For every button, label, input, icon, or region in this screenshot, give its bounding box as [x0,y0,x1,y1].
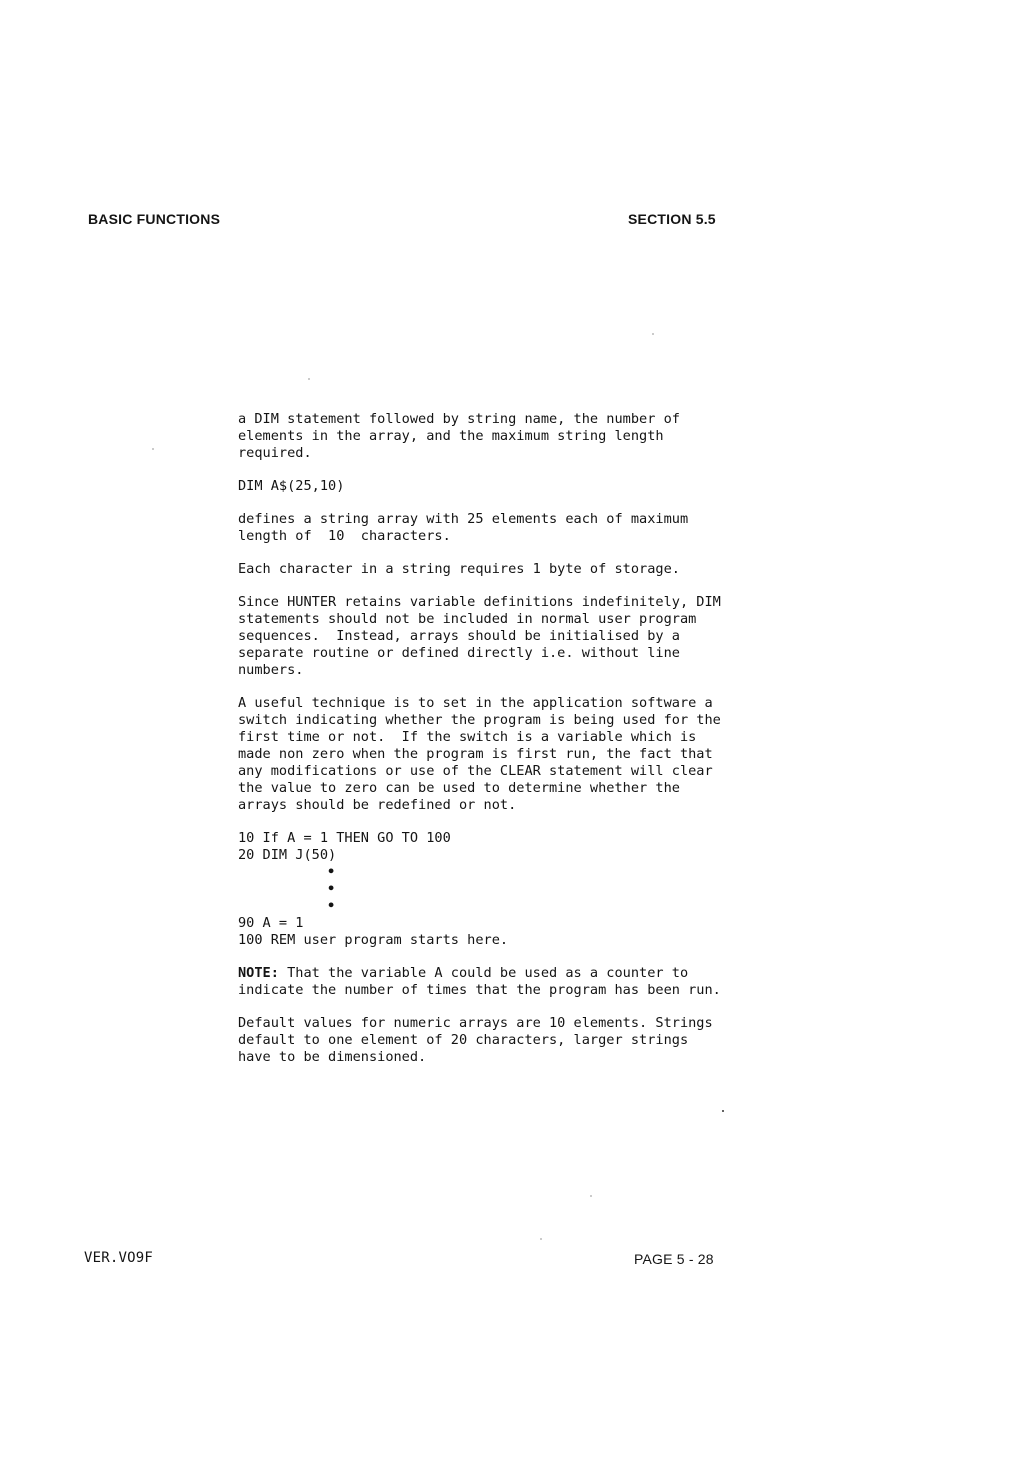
paragraph-string-array: defines a string array with 25 elements each of maximum length of 10 characters. [238,511,689,544]
dot-icon: • [327,898,336,914]
section-number: SECTION 5.5 [628,211,716,227]
paragraph-defaults: Default values for numeric arrays are 10 elements. Strings default to one element of 20 characters, larger strings have to be dimensioned. [238,1015,713,1065]
code-example-dim: DIM A$(25,10) [238,478,345,494]
code-listing [238,830,720,949]
note-text: That the variable A could be used as a counter to indicate the number of times that the program has been run. [238,965,721,998]
dot-icon: • [327,881,336,897]
speck [590,1195,592,1197]
speck [722,1110,724,1112]
code-line: 100 REM user program starts here. [238,932,509,948]
speck [152,448,154,450]
speck [652,333,654,335]
version-label: VER.VO9F [84,1250,154,1266]
body-text [238,411,720,1082]
paragraph-dim-definition: a DIM statement followed by string name, the number of elements in the array, and the maximum string length required. [238,411,680,461]
ellipsis-dots [238,864,720,915]
paragraph-storage: Each character in a string requires 1 byte of storage. [238,561,680,577]
code-line: 90 A = 1 [238,915,304,931]
code-line: 10 If A = 1 THEN GO TO 100 [238,830,451,846]
note-label: NOTE: [238,965,279,981]
note-paragraph [238,965,720,999]
code-line: 20 DIM J(50) [238,847,337,863]
page-number: PAGE 5 - 28 [634,1251,714,1267]
header-title: BASIC FUNCTIONS [88,211,221,227]
speck [540,1238,542,1240]
dot-icon: • [327,864,336,880]
paragraph-hunter-retention: Since HUNTER retains variable definitions indefinitely, DIM statements should not be included in normal user program sequences. Instead, arrays should be initialised by a separate routine or defined directly i.e. without line numbers. [238,594,721,678]
paragraph-switch-technique: A useful technique is to set in the application software a switch indicating whether the program is being used for the first time or not. If the switch is a variable which is made non zero when the program is first run, the fact that any modifications or use of the CLEAR statement will clear the value to zero can be used to determine whether the arrays should be redefined or not. [238,695,721,813]
speck [308,378,310,380]
